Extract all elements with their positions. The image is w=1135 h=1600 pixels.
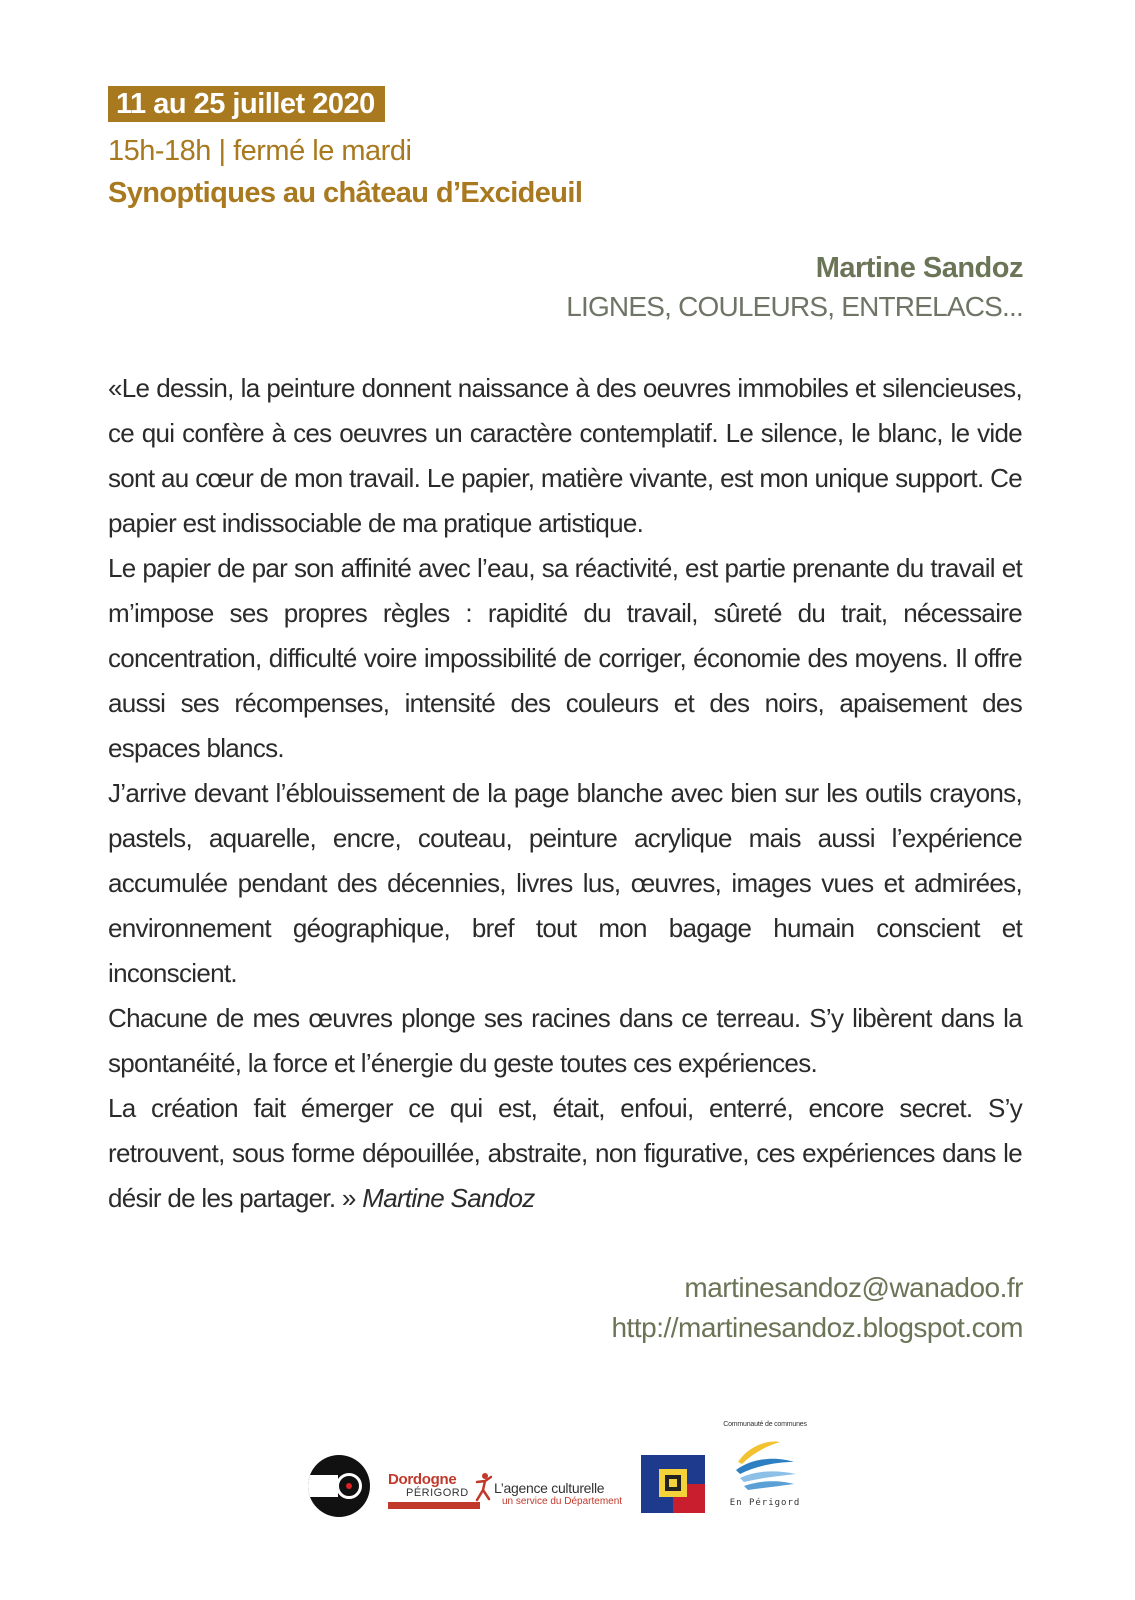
venue-title: Synoptiques au château d’Excideuil bbox=[108, 177, 583, 209]
statement-paragraph: Chacune de mes œuvres plonge ses racines dans ce terreau. S’y libèrent dans la spontanéité, la force et l’énergie du geste toutes ces expériences. bbox=[108, 1003, 1022, 1078]
artist-block bbox=[566, 249, 1023, 327]
agence-sub-label: un service du Département bbox=[502, 1496, 623, 1507]
community-logo-icon bbox=[722, 1420, 808, 1520]
artist-name: Martine Sandoz bbox=[815, 252, 1023, 284]
opening-hours: 15h-18h | fermé le mardi bbox=[108, 135, 412, 167]
statement-signature: Martine Sandoz bbox=[362, 1183, 535, 1213]
contact-block bbox=[611, 1268, 1023, 1348]
statement-paragraph: Le papier de par son affinité avec l’eau, sa réactivité, est partie prenante du travail et m’impose ses propres règles : rapidité du travail, sûreté du trait, nécessaire concentration, difficulté voire impossibilité de corriger, économie des moyens. Il offre aussi ses récompenses, intensité des couleurs et des noirs, apaisement des espaces blancs. bbox=[108, 553, 1022, 763]
dordogne-logo-icon bbox=[388, 1472, 628, 1522]
agence-label: L’agence culturelle bbox=[494, 1480, 605, 1496]
dordogne-bar bbox=[388, 1502, 480, 1509]
artist-subtitle: LIGNES, COULEURS, ENTRELACS... bbox=[566, 291, 1023, 322]
ccc-top-label: Communauté de communes bbox=[723, 1421, 807, 1428]
date-badge: 11 au 25 juillet 2020 bbox=[108, 86, 385, 122]
artist-statement bbox=[108, 366, 1022, 1221]
flag-logo-icon bbox=[641, 1455, 705, 1513]
dordogne-label: Dordogne bbox=[388, 1471, 457, 1488]
statement-paragraph-last bbox=[108, 1086, 1022, 1221]
contact-website[interactable]: http://martinesandoz.blogspot.com bbox=[611, 1312, 1023, 1343]
dancer-icon bbox=[474, 1472, 492, 1502]
contact-email[interactable]: martinesandoz@wanadoo.fr bbox=[684, 1272, 1023, 1303]
perigord-label: PÉRIGORD bbox=[406, 1487, 469, 1499]
statement-paragraph: «Le dessin, la peinture donnent naissance à des oeuvres immobiles et silencieuses, ce qui confère à ces oeuvres un caractère contemplatif. Le silence, le blanc, le vide sont au cœur de mon travail. Le papier, matière vivante, est mon unique support. Ce papier est indissociable de ma pratique artistique. bbox=[108, 373, 1022, 538]
statement-paragraph: J’arrive devant l’éblouissement de la page blanche avec bien sur les outils crayons, pastels, aquarelle, encre, couteau, peinture acrylique mais aussi l’expérience accumulée pendant des décennies, livres lus, œuvres, images vues et admirées, environnement géographique, bref tout mon bagage humain conscient et inconscient. bbox=[108, 778, 1022, 988]
statement-last-text: La création fait émerger ce qui est, était, enfoui, enterré, encore secret. S’y retrouvent, sous forme dépouillée, abstraite, non figurative, ces expériences dans le désir de les partager. » bbox=[108, 1093, 1022, 1213]
ccc-bottom-label: En Périgord bbox=[729, 1498, 801, 1508]
waves-icon bbox=[730, 1434, 800, 1494]
circle-logo-icon bbox=[308, 1455, 370, 1517]
